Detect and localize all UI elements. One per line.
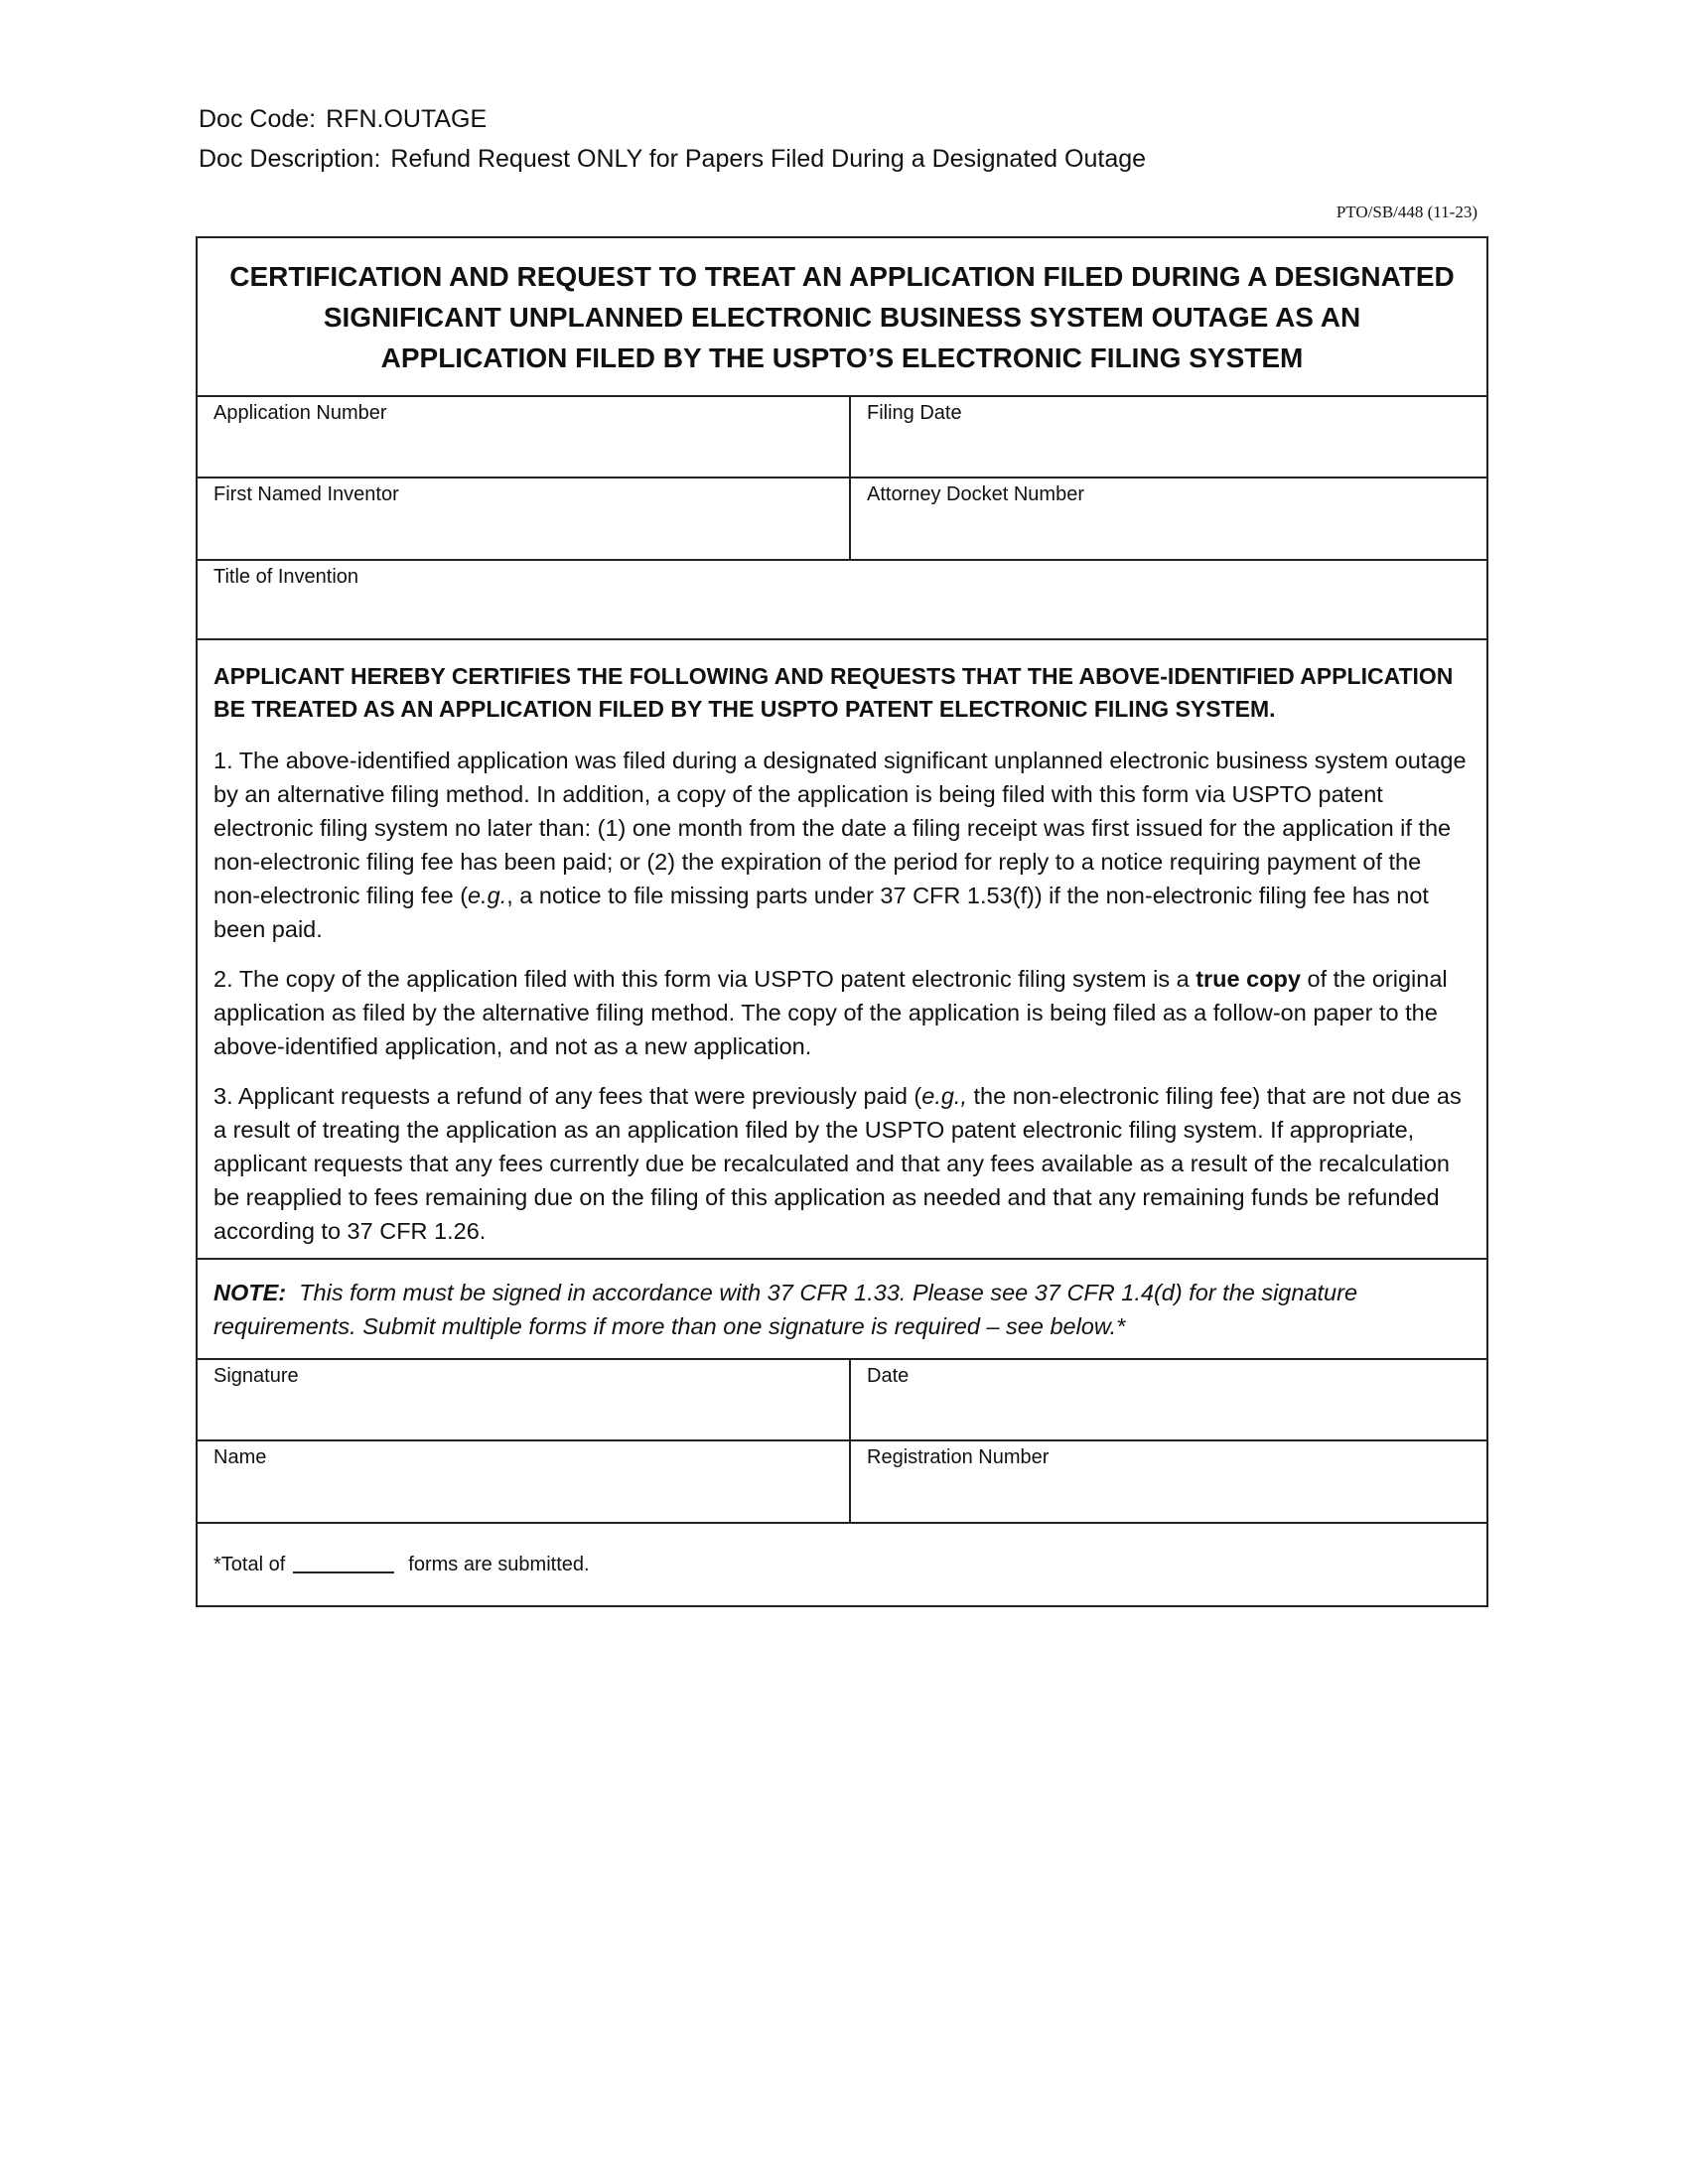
title-of-invention-row bbox=[198, 561, 1486, 640]
item-1-text-b: , a notice to file missing parts under 37 CFR 1.53(f)) if the non-electronic filing fee has not been paid. bbox=[213, 883, 1429, 942]
signature-field[interactable] bbox=[198, 1360, 851, 1439]
note-label: NOTE: bbox=[213, 1280, 287, 1305]
registration-number-field[interactable] bbox=[851, 1441, 1486, 1522]
form-id: PTO/SB/448 (11-23) bbox=[1336, 203, 1477, 221]
doc-description-value: Refund Request ONLY for Papers Filed During a Designated Outage bbox=[390, 145, 1147, 173]
doc-code-value: RFN.OUTAGE bbox=[326, 105, 488, 133]
name-field[interactable] bbox=[198, 1441, 851, 1522]
doc-description-line bbox=[199, 139, 1146, 179]
note-section bbox=[198, 1260, 1486, 1360]
registration-number-label: Registration Number bbox=[867, 1446, 1050, 1468]
item-3-text-a: 3. Applicant requests a refund of any fees that were previously paid ( bbox=[213, 1083, 922, 1109]
certification-item-1 bbox=[213, 744, 1473, 946]
signature-row bbox=[198, 1360, 1486, 1441]
certification-item-2 bbox=[213, 962, 1473, 1063]
total-prefix: *Total of bbox=[213, 1553, 286, 1575]
doc-code-label: Doc Code: bbox=[199, 105, 317, 133]
first-named-inventor-label: First Named Inventor bbox=[213, 483, 399, 505]
name-row bbox=[198, 1441, 1486, 1524]
certification-item-3 bbox=[213, 1079, 1473, 1248]
title-of-invention-label: Title of Invention bbox=[213, 566, 359, 588]
item-2-text-b: of the original application as filed by the alternative filing method. The copy of the application is being filed as a follow-on paper to the above-identified application, and not as a new application. bbox=[213, 966, 1448, 1059]
filing-date-field[interactable] bbox=[851, 397, 1486, 477]
application-number-label: Application Number bbox=[213, 402, 387, 424]
item-2-true-copy: true copy bbox=[1196, 966, 1301, 992]
application-info-row bbox=[198, 397, 1486, 478]
item-1-text-a: 1. The above-identified application was filed during a designated significant unplanned electronic business system outage by an alternative filing method. In addition, a copy of the application is being filed with this form via USPTO patent electronic filing system no later than: (1) one month from the date a filing receipt was first issued for the application if the non-electronic filing fee has been paid; or (2) the expiration of the period for reply to a notice requiring payment of the non-electronic filing fee ( bbox=[213, 748, 1467, 908]
doc-code-line bbox=[199, 99, 1146, 139]
item-3-text-b: the non-electronic filing fee) that are not due as a result of treating the application as an application filed by the USPTO patent electronic filing system. If appropriate, applicant requests that any fees currently due be recalculated and that any fees available as a result of the recalculation be reapplied to fees remaining due on the filing of this application as needed and that any remaining funds be refunded according to 37 CFR 1.26. bbox=[213, 1083, 1462, 1244]
attorney-docket-number-field[interactable] bbox=[851, 478, 1486, 559]
filing-date-label: Filing Date bbox=[867, 402, 962, 424]
date-label: Date bbox=[867, 1365, 910, 1387]
form-box bbox=[196, 236, 1488, 1607]
attorney-docket-number-label: Attorney Docket Number bbox=[867, 483, 1084, 505]
form-title: CERTIFICATION AND REQUEST TO TREAT AN APPLICATION FILED DURING A DESIGNATED SIGNIFICANT UNPLANNED ELECTRONIC BUSINESS SYSTEM OUTAGE AS AN APPLICATION FILED BY THE USPTO’S ELECTRONIC FILING SYSTEM bbox=[198, 238, 1486, 397]
application-number-field[interactable] bbox=[198, 397, 851, 477]
total-forms-section bbox=[198, 1524, 1486, 1605]
date-field[interactable] bbox=[851, 1360, 1486, 1439]
inventor-row bbox=[198, 478, 1486, 561]
title-of-invention-field[interactable] bbox=[198, 561, 1486, 638]
doc-header bbox=[199, 99, 1146, 179]
signature-label: Signature bbox=[213, 1365, 299, 1387]
item-3-eg: e.g., bbox=[921, 1083, 967, 1109]
certification-heading: APPLICANT HEREBY CERTIFIES THE FOLLOWING AND REQUESTS THAT THE ABOVE-IDENTIFIED APPLICATION BE TREATED AS AN APPLICATION FILED BY THE USPTO PATENT ELECTRONIC FILING SYSTEM. bbox=[213, 663, 1454, 722]
certification-section bbox=[198, 640, 1486, 1260]
note-text: This form must be signed in accordance with 37 CFR 1.33. Please see 37 CFR 1.4(d) for the signature requirements. Submit multiple forms if more than one signature is required – see below.* bbox=[213, 1280, 1358, 1339]
name-label: Name bbox=[213, 1446, 267, 1468]
total-forms-blank[interactable] bbox=[293, 1556, 394, 1573]
doc-description-label: Doc Description: bbox=[199, 145, 381, 173]
total-suffix: forms are submitted. bbox=[408, 1553, 590, 1575]
first-named-inventor-field[interactable] bbox=[198, 478, 851, 559]
item-1-eg: e.g. bbox=[468, 883, 507, 908]
item-2-text-a: 2. The copy of the application filed with this form via USPTO patent electronic filing system is a bbox=[213, 966, 1196, 992]
